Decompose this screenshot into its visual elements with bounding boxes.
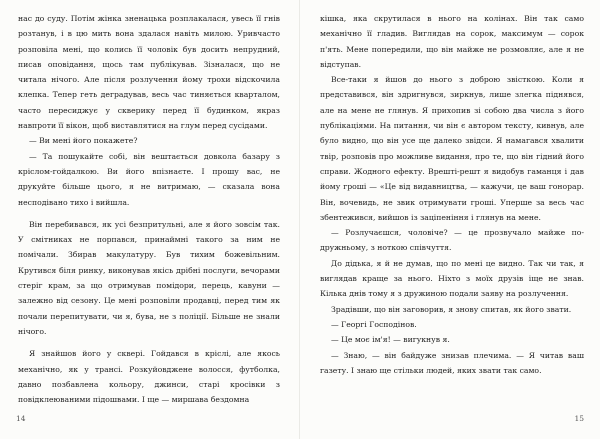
paragraph: — Та пошукайте собі, він вештається довкола базару з кріслом-гойдалкою. Ви його впізнаєте. І прошу вас, не друкуйте більше цього, я не витримаю, — сказала вона несподівано тихо і вийшла. — [18, 151, 280, 207]
paragraph: — Георгі Господінов. — [331, 319, 417, 329]
right-page-text — [320, 11, 584, 378]
paragraph: Зрадівши, що він заговорив, я знову спитав, як його звати. — [331, 304, 572, 314]
paragraph: До дідька, я й не думав, що по мені це видно. Так чи так, я виглядав краще за нього. Ніхто з моїх друзів іще не знав. Кілька днів тому я з дружиною подали заяву на розлучення. — [320, 258, 584, 299]
left-page-text — [18, 11, 280, 407]
paragraph: — Розлучаєшся, чоловіче? — це прозвучало майже по-дружньому, з ноткою співчуття. — [320, 228, 584, 253]
page-number: 15 — [574, 414, 584, 423]
paragraph: кішка, яка скрутилася в нього на колінах. Він так само механічно її гладив. Виглядав на сорок, максимум — сорок п'ять. Мене попередили, що він майже не розмовляє, але я не відступав. — [320, 14, 584, 69]
paragraph: — Це моє ім'я! — вигукнув я. — [331, 335, 450, 345]
paragraph: Він перебивався, як усі безпритульні, але я його зовсім так. У смітниках не порпався, принаймні такого за ним не помічали. Збирав макулатуру. Був тихим божевільним. Крутився біля ринку, виконував якісь дрібні послуги, вечорами стеріг крам, за що отримував помідори, перець, кавуни — залежно від сезону. Це мені розповіли продавці, перед тим як почали перепитувати, чи я, бува, не з поліції. Більше не знали нічого. — [18, 219, 280, 336]
paragraph: Я знайшов його у сквері. Гойдався в кріслі, але якось механічно, як у трансі. Розкуйовджене волосся, футболка, давно позбавлена кольору, джинси, старі кросівки з повідклеюваними підошвами. І ще — миршава бездомна — [18, 349, 280, 405]
paragraph: — Ви мені його покажете? — [29, 136, 138, 146]
page-number: 14 — [16, 414, 26, 423]
paragraph: Все-таки я йшов до нього з доброю звісткою. Коли я представився, він здригнувся, зиркнув, лише злегка піднявся, але на мене не глянув. Я прихопив зі собою два числа з його публікаціями. На питання, чи він є автором тексту, кивнув, але було видно, що він усе ще далеко звідси. Я намагався хвалити твір, розповів про можливе видання, про те, що він гідний його справи. Жодного ефекту. Врешті-решт я видобув гаманця і дав йому гроші — «Це від видавництва, — кажучи, це ваш гонорар. Він, вочевидь, не звик отримувати гроші. Уперше за весь час збентежився, вийшов із заціпеніння і глянув на мене. — [320, 75, 584, 222]
paragraph: — Знаю, — він байдуже знизав плечима. — Я читав ваш газету. І знаю ще стільки людей, яких звати так само. — [320, 350, 584, 375]
paragraph: нас до суду. Потім жінка зненацька розплакалася, увесь її гнів розтанув, і в цю мить вона здалася навіть милою. Уривчасто розповіла мені, що колись її чоловік був досить непрудний, писав оповідання, щось там публікував. Зізналася, що не читала нічого. Але після розлучення йому трохи відскочила клепка. Тепер геть деградував, весь час тиняється кварталом, часто пересиджує у скверику перед її будинком, якраз навпроти її вікон, щоб виставлятися на глум перед сусідами. — [18, 14, 280, 131]
right-page — [300, 0, 600, 439]
